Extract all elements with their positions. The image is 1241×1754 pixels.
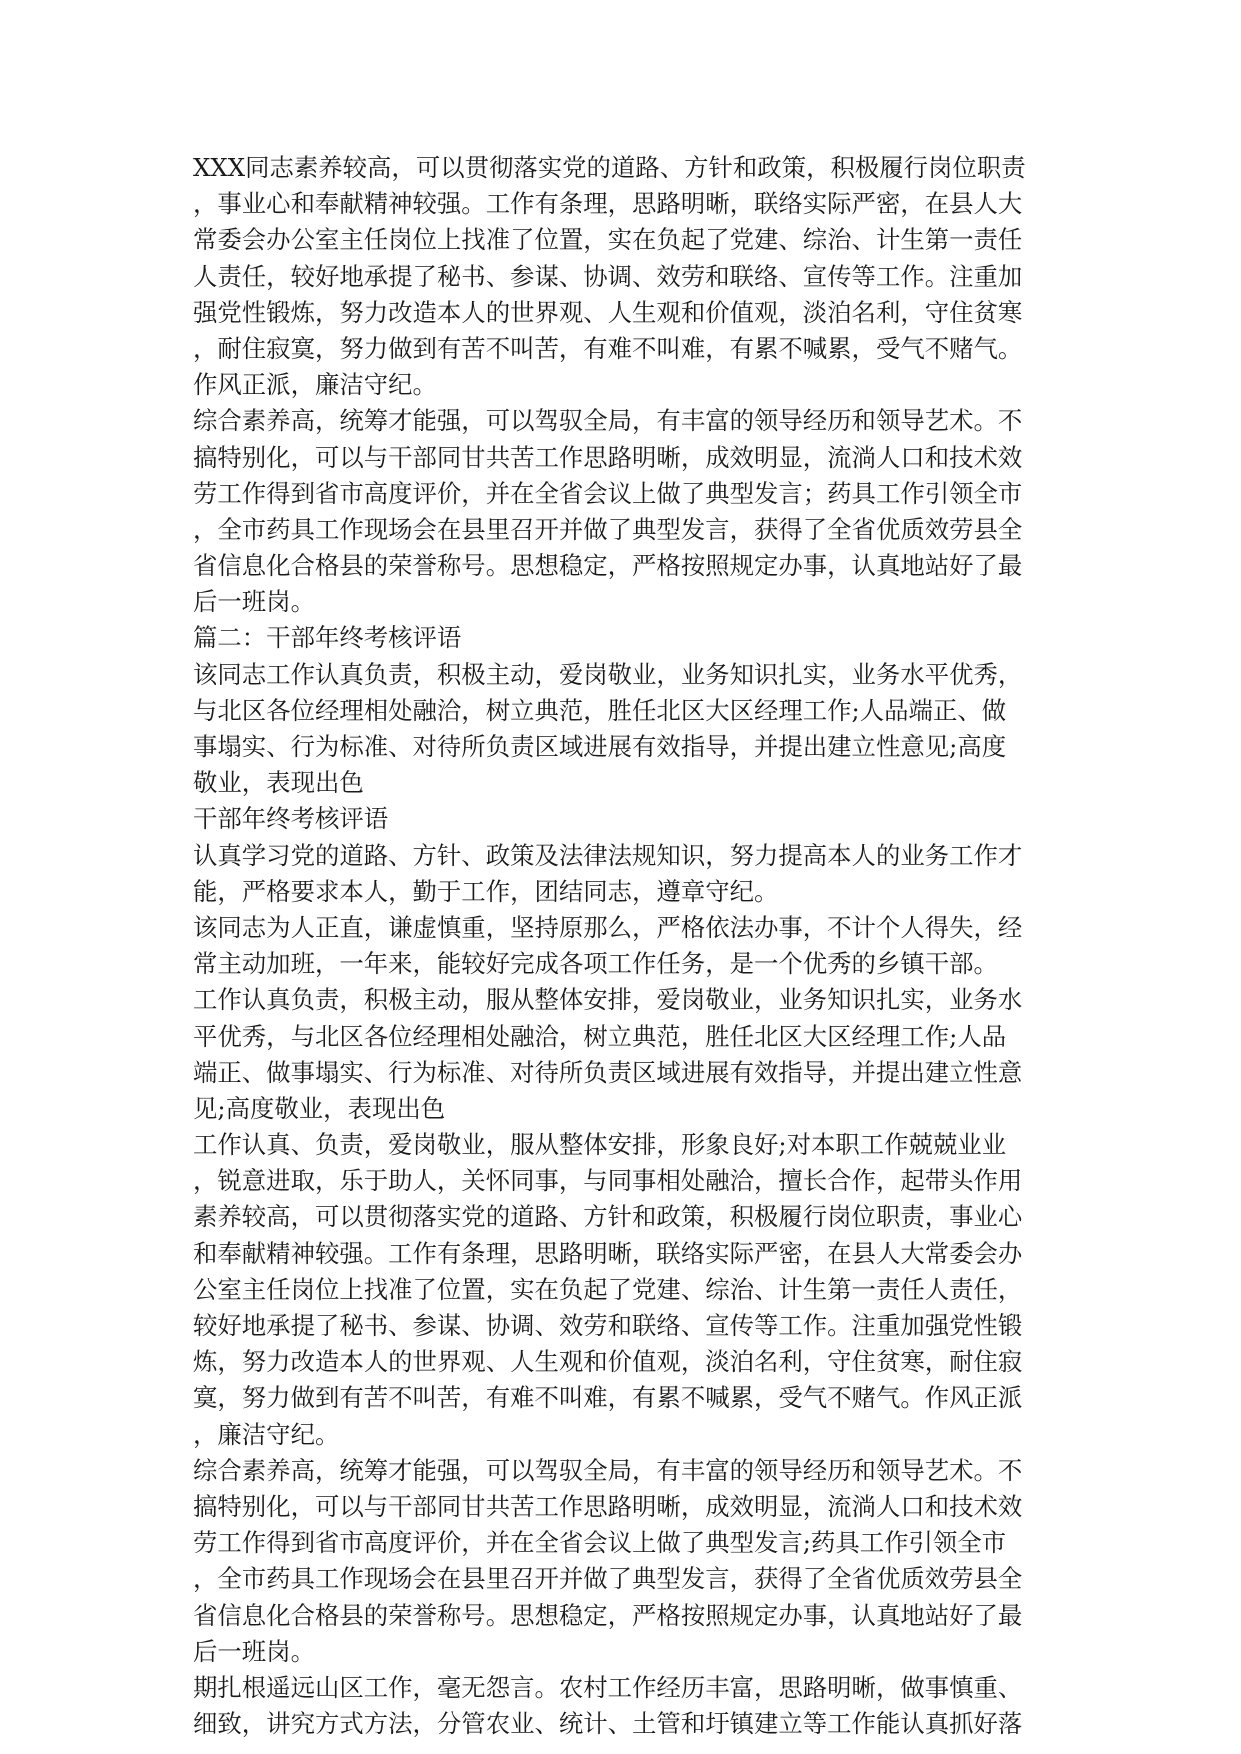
text-line: 作风正派，廉洁守纪。: [193, 370, 437, 400]
text-line: 与北区各位经理相处融洽，树立典范，胜任北区大区经理工作;人品端正、做: [193, 695, 1007, 725]
text-line: 省信息化合格县的荣誉称号。思想稳定，严格按照规定办事，认真地站好了最: [193, 551, 1023, 581]
text-line: 强党性锻炼，努力改造本人的世界观、人生观和价值观，淡泊名利，守住贫寒: [193, 297, 1023, 327]
text-line: 人责任，较好地承提了秘书、参谋、协调、效劳和联络、宣传等工作。注重加: [193, 261, 1023, 291]
text-line: 平优秀，与北区各位经理相处融洽，树立典范，胜任北区大区经理工作;人品: [193, 1021, 1007, 1051]
text-line: 认真学习党的道路、方针、政策及法律法规知识，努力提高本人的业务工作才: [193, 840, 1023, 870]
text-line: ，全市药具工作现场会在县里召开并做了典型发言，获得了全省优质效劳县全: [193, 1564, 1023, 1594]
text-line: ，事业心和奉献精神较强。工作有条理，思路明晰，联络实际严密，在县人大: [193, 189, 1023, 219]
text-line: 常主动加班，一年来，能较好完成各项工作任务，是一个优秀的乡镇干部。: [193, 949, 998, 979]
text-line: ，全市药具工作现场会在县里召开并做了典型发言，获得了全省优质效劳县全: [193, 514, 1023, 544]
text-line: 能，严格要求本人，勤于工作，团结同志，遵章守纪。: [193, 876, 779, 906]
text-line: 劳工作得到省市高度评价，并在全省会议上做了典型发言；药具工作引领全市: [193, 478, 1023, 508]
section-heading: 干部年终考核评语: [193, 804, 389, 834]
text-line: 和奉献精神较强。工作有条理，思路明晰，联络实际严密，在县人大常委会办: [193, 1238, 1023, 1268]
text-line: 后一班岗。: [193, 587, 315, 617]
text-line: ，耐住寂寞，努力做到有苦不叫苦，有难不叫难，有累不喊累，受气不赌气。: [193, 333, 1023, 363]
text-line: 炼，努力改造本人的世界观、人生观和价值观，淡泊名利，守住贫寒，耐住寂: [193, 1347, 1023, 1377]
text-line: 搞特别化，可以与干部同甘共苦工作思路明晰，成效明显，流淌人口和技术效: [193, 442, 1023, 472]
text-line: 敬业，表现出色: [193, 768, 364, 798]
text-line: XXX同志素养较高，可以贯彻落实党的道路、方针和政策，积极履行岗位职责: [193, 153, 1026, 182]
document-body: [193, 150, 1055, 1742]
text-line: 公室主任岗位上找准了位置，实在负起了党建、综治、计生第一责任人责任，: [193, 1274, 1023, 1304]
text-line: 劳工作得到省市高度评价，并在全省会议上做了典型发言;药具工作引领全市: [193, 1528, 1007, 1558]
text-line: 较好地承提了秘书、参谋、协调、效劳和联络、宣传等工作。注重加强党性锻: [193, 1311, 1023, 1340]
text-line: 见;高度敬业，表现出色: [193, 1093, 446, 1123]
text-line: 工作认真、负责，爱岗敬业，服从整体安排，形象良好;对本职工作兢兢业业: [193, 1130, 1007, 1160]
text-line: ，廉洁守纪。: [193, 1419, 340, 1449]
text-line: 常委会办公室主任岗位上找准了位置，实在负起了党建、综治、计生第一责任: [193, 225, 1023, 255]
text-line: 期扎根遥远山区工作，毫无怨言。农村工作经历丰富，思路明晰，做事慎重、: [193, 1672, 1023, 1702]
text-line: 端正、做事塌实、行为标准、对待所负责区域进展有效指导，并提出建立性意: [193, 1057, 1023, 1087]
text-line: 省信息化合格县的荣誉称号。思想稳定，严格按照规定办事，认真地站好了最: [193, 1600, 1023, 1630]
text-line: 综合素养高，统筹才能强，可以驾驭全局，有丰富的领导经历和领导艺术。不: [193, 406, 1023, 436]
text-line: 该同志为人正直，谦虚慎重，坚持原那么，严格依法办事，不计个人得失，经: [193, 912, 1023, 942]
text-line: 综合素养高，统筹才能强，可以驾驭全局，有丰富的领导经历和领导艺术。不: [193, 1455, 1023, 1485]
text-line: 事塌实、行为标准、对待所负责区域进展有效指导，并提出建立性意见;高度: [193, 732, 1007, 761]
text-line: 细致，讲究方式方法，分管农业、统计、土管和圩镇建立等工作能认真抓好落: [193, 1709, 1023, 1739]
text-line: 搞特别化，可以与干部同甘共苦工作思路明晰，成效明显，流淌人口和技术效: [193, 1491, 1023, 1521]
text-line: 该同志工作认真负责，积极主动，爱岗敬业，业务知识扎实，业务水平优秀，: [193, 659, 1023, 689]
text-line: 后一班岗。: [193, 1636, 315, 1666]
text-line: 工作认真负责，积极主动，服从整体安排，爱岗敬业，业务知识扎实，业务水: [193, 985, 1023, 1015]
text-line: 寞，努力做到有苦不叫苦，有难不叫难，有累不喊累，受气不赌气。作风正派: [193, 1383, 1023, 1413]
text-line: ，锐意进取，乐于助人，关怀同事，与同事相处融洽，擅长合作，起带头作用: [193, 1166, 1023, 1196]
text-line: 素养较高，可以贯彻落实党的道路、方针和政策，积极履行岗位职责，事业心: [193, 1202, 1023, 1232]
section-heading: 篇二：干部年终考核评语: [193, 623, 462, 653]
